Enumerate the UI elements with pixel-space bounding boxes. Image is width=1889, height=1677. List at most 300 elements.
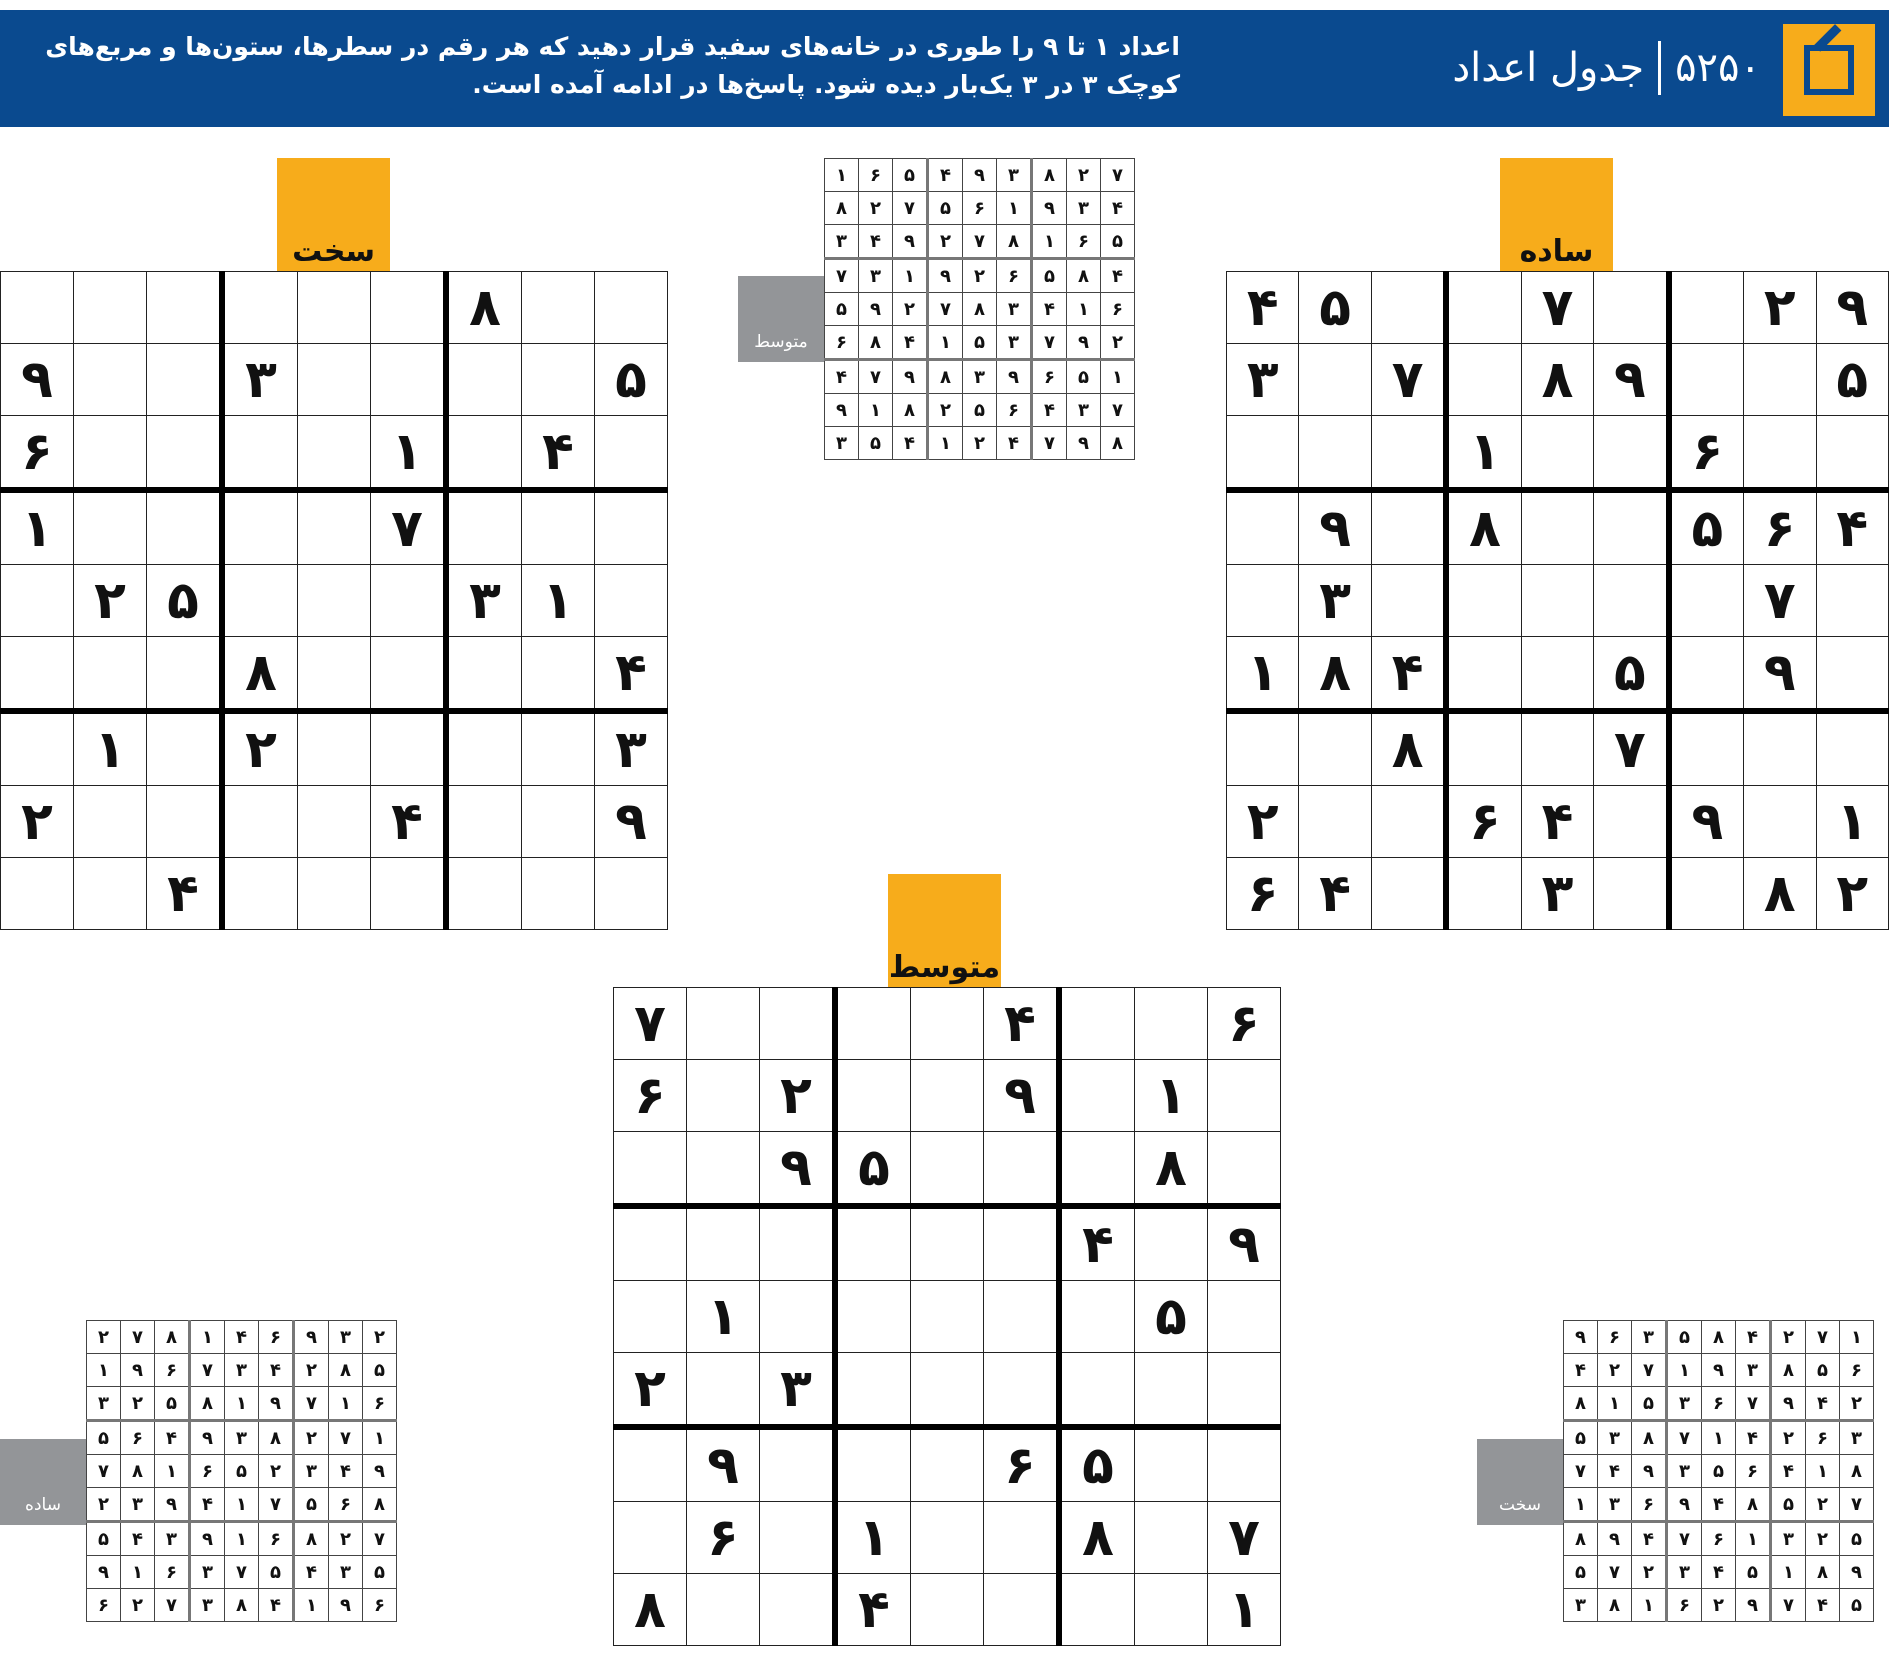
grid-cell[interactable] xyxy=(614,1206,687,1281)
grid-cell: ۱ xyxy=(1446,416,1521,491)
grid-row xyxy=(1227,344,1889,416)
grid-cell[interactable] xyxy=(614,1427,687,1502)
grid-cell[interactable] xyxy=(1059,1353,1135,1428)
grid-cell: ۸ xyxy=(928,360,963,394)
grid-cell: ۳ xyxy=(329,1556,363,1589)
grid-cell[interactable] xyxy=(1816,416,1889,491)
grid-cell[interactable] xyxy=(1059,988,1135,1060)
grid-cell: ۷ xyxy=(1667,1421,1702,1455)
grid-cell[interactable] xyxy=(1208,1281,1281,1353)
grid-cell: ۶ xyxy=(1208,988,1281,1060)
grid-cell: ۹ xyxy=(329,1589,363,1622)
grid-cell[interactable] xyxy=(835,1060,911,1132)
grid-cell[interactable] xyxy=(1669,272,1744,344)
grid-cell[interactable] xyxy=(614,1132,687,1207)
grid-cell[interactable] xyxy=(687,1206,760,1281)
grid-row xyxy=(614,1574,1281,1646)
grid-cell: ۵ xyxy=(1806,1354,1840,1387)
grid-cell[interactable] xyxy=(147,637,223,712)
grid-cell: ۹ xyxy=(1669,786,1744,858)
grid-cell[interactable] xyxy=(1299,344,1371,416)
medium-solution-grid xyxy=(824,158,1135,460)
grid-cell: ۸ xyxy=(1059,1502,1135,1574)
grid-cell[interactable] xyxy=(446,637,522,712)
grid-cell[interactable] xyxy=(911,1060,984,1132)
grid-cell[interactable] xyxy=(1744,344,1816,416)
grid-cell[interactable] xyxy=(1446,711,1521,786)
grid-row xyxy=(1,344,668,416)
grid-cell[interactable] xyxy=(522,858,595,930)
grid-cell: ۹ xyxy=(963,159,997,192)
grid-cell: ۱ xyxy=(225,1522,259,1556)
grid-cell[interactable] xyxy=(1299,786,1371,858)
grid-cell[interactable] xyxy=(1446,344,1521,416)
grid-cell[interactable] xyxy=(1594,416,1669,491)
grid-row xyxy=(1564,1556,1874,1589)
grid-cell: ۷ xyxy=(1101,159,1135,192)
grid-cell[interactable] xyxy=(984,1206,1060,1281)
grid-cell[interactable] xyxy=(147,416,223,491)
grid-cell[interactable] xyxy=(298,272,371,344)
grid-cell: ۴ xyxy=(984,988,1060,1060)
grid-cell: ۱ xyxy=(1806,1455,1840,1488)
grid-cell: ۴ xyxy=(1521,786,1593,858)
grid-cell[interactable] xyxy=(1135,1206,1208,1281)
grid-cell[interactable] xyxy=(298,416,371,491)
grid-cell[interactable] xyxy=(595,416,668,491)
medium-puzzle-grid xyxy=(613,987,1281,1646)
grid-cell: ۶ xyxy=(859,159,893,192)
grid-cell: ۳ xyxy=(1632,1321,1667,1354)
grid-cell: ۴ xyxy=(294,1556,329,1589)
grid-row xyxy=(1564,1522,1874,1556)
grid-cell[interactable] xyxy=(74,416,147,491)
grid-cell[interactable] xyxy=(371,858,447,930)
grid-cell[interactable] xyxy=(446,490,522,565)
grid-cell[interactable] xyxy=(1299,711,1371,786)
grid-cell[interactable] xyxy=(595,272,668,344)
grid-cell: ۳ xyxy=(997,159,1032,192)
grid-cell[interactable] xyxy=(984,1132,1060,1207)
grid-cell[interactable] xyxy=(522,490,595,565)
grid-cell[interactable] xyxy=(687,1574,760,1646)
grid-cell[interactable] xyxy=(222,786,298,858)
grid-row xyxy=(87,1455,397,1488)
grid-cell[interactable] xyxy=(1521,490,1593,565)
grid-cell: ۶ xyxy=(259,1522,294,1556)
grid-cell: ۲ xyxy=(222,711,298,786)
grid-cell[interactable] xyxy=(1227,565,1299,637)
grid-cell[interactable] xyxy=(911,1427,984,1502)
grid-cell: ۴ xyxy=(147,858,223,930)
grid-cell[interactable] xyxy=(446,858,522,930)
grid-cell[interactable] xyxy=(522,711,595,786)
grid-cell[interactable] xyxy=(835,1206,911,1281)
grid-cell[interactable] xyxy=(298,786,371,858)
grid-cell[interactable] xyxy=(147,711,223,786)
grid-cell[interactable] xyxy=(595,565,668,637)
grid-cell[interactable] xyxy=(74,786,147,858)
grid-cell[interactable] xyxy=(74,490,147,565)
grid-cell[interactable] xyxy=(760,1574,836,1646)
grid-cell: ۴ xyxy=(225,1321,259,1354)
grid-cell[interactable] xyxy=(222,565,298,637)
grid-cell[interactable] xyxy=(760,1206,836,1281)
grid-cell[interactable] xyxy=(1059,1060,1135,1132)
grid-cell[interactable] xyxy=(1816,711,1889,786)
grid-cell: ۴ xyxy=(371,786,447,858)
grid-cell[interactable] xyxy=(760,1502,836,1574)
grid-cell: ۹ xyxy=(760,1132,836,1207)
grid-cell[interactable] xyxy=(1227,711,1299,786)
grid-cell: ۳ xyxy=(1598,1488,1632,1522)
grid-cell: ۶ xyxy=(963,192,997,225)
grid-cell[interactable] xyxy=(614,1502,687,1574)
grid-cell: ۵ xyxy=(1840,1589,1874,1622)
grid-cell[interactable] xyxy=(1135,1427,1208,1502)
grid-cell: ۳ xyxy=(1067,394,1101,427)
grid-cell[interactable] xyxy=(1,565,74,637)
grid-cell: ۶ xyxy=(825,326,859,360)
grid-cell[interactable] xyxy=(1371,858,1446,930)
grid-cell: ۴ xyxy=(595,637,668,712)
grid-cell: ۹ xyxy=(1067,427,1101,460)
grid-cell[interactable] xyxy=(835,1281,911,1353)
grid-cell[interactable] xyxy=(522,786,595,858)
grid-cell[interactable] xyxy=(446,416,522,491)
grid-cell[interactable] xyxy=(911,1281,984,1353)
grid-cell: ۷ xyxy=(1594,711,1669,786)
grid-cell: ۱ xyxy=(687,1281,760,1353)
easy-puzzle-grid xyxy=(1226,271,1889,930)
grid-cell[interactable] xyxy=(298,490,371,565)
grid-cell[interactable] xyxy=(911,1353,984,1428)
grid-cell[interactable] xyxy=(1446,565,1521,637)
grid-cell[interactable] xyxy=(371,344,447,416)
grid-cell: ۷ xyxy=(614,988,687,1060)
grid-cell: ۶ xyxy=(155,1354,190,1387)
grid-cell[interactable] xyxy=(1371,565,1446,637)
grid-cell[interactable] xyxy=(298,711,371,786)
grid-cell: ۸ xyxy=(825,192,859,225)
grid-cell[interactable] xyxy=(1669,858,1744,930)
grid-cell: ۸ xyxy=(893,394,928,427)
grid-cell[interactable] xyxy=(147,786,223,858)
grid-cell[interactable] xyxy=(1135,1502,1208,1574)
grid-cell: ۱ xyxy=(1632,1589,1667,1622)
grid-cell: ۳ xyxy=(760,1353,836,1428)
grid-cell: ۲ xyxy=(1806,1488,1840,1522)
grid-cell[interactable] xyxy=(1371,490,1446,565)
title-block xyxy=(1452,38,1761,98)
grid-cell[interactable] xyxy=(760,1427,836,1502)
grid-cell[interactable] xyxy=(911,1206,984,1281)
grid-cell[interactable] xyxy=(1594,565,1669,637)
grid-cell[interactable] xyxy=(222,858,298,930)
grid-cell[interactable] xyxy=(1135,1353,1208,1428)
grid-cell[interactable] xyxy=(522,344,595,416)
grid-cell[interactable] xyxy=(1594,858,1669,930)
grid-row xyxy=(614,1281,1281,1353)
grid-cell[interactable] xyxy=(222,416,298,491)
grid-row xyxy=(825,360,1135,394)
grid-cell: ۹ xyxy=(1840,1556,1874,1589)
grid-cell[interactable] xyxy=(1208,1353,1281,1428)
grid-cell: ۸ xyxy=(1736,1488,1771,1522)
grid-cell[interactable] xyxy=(1446,272,1521,344)
grid-cell: ۷ xyxy=(259,1488,294,1522)
grid-cell: ۴ xyxy=(121,1522,155,1556)
grid-cell[interactable] xyxy=(1059,1281,1135,1353)
grid-cell: ۸ xyxy=(859,326,893,360)
grid-cell: ۵ xyxy=(1632,1387,1667,1421)
grid-cell[interactable] xyxy=(1446,637,1521,712)
grid-cell: ۴ xyxy=(1032,394,1067,427)
grid-cell: ۹ xyxy=(1771,1387,1806,1421)
grid-cell[interactable] xyxy=(687,1060,760,1132)
grid-cell[interactable] xyxy=(984,1502,1060,1574)
grid-cell: ۱ xyxy=(190,1321,225,1354)
grid-cell[interactable] xyxy=(687,1353,760,1428)
grid-cell: ۲ xyxy=(1702,1589,1736,1622)
grid-cell: ۲ xyxy=(1067,159,1101,192)
grid-cell[interactable] xyxy=(1135,988,1208,1060)
grid-cell: ۳ xyxy=(190,1556,225,1589)
grid-cell[interactable] xyxy=(222,490,298,565)
grid-cell[interactable] xyxy=(522,272,595,344)
page-title: جدول اعداد xyxy=(1452,45,1645,91)
grid-cell: ۶ xyxy=(1806,1421,1840,1455)
grid-cell[interactable] xyxy=(760,1281,836,1353)
grid-cell: ۶ xyxy=(1067,225,1101,259)
grid-cell[interactable] xyxy=(371,637,447,712)
grid-cell: ۱ xyxy=(155,1455,190,1488)
grid-row xyxy=(1,272,668,344)
grid-cell: ۳ xyxy=(997,293,1032,326)
grid-cell: ۷ xyxy=(1840,1488,1874,1522)
grid-cell: ۲ xyxy=(1840,1387,1874,1421)
grid-cell[interactable] xyxy=(298,565,371,637)
grid-cell: ۴ xyxy=(1702,1556,1736,1589)
grid-cell: ۹ xyxy=(87,1556,121,1589)
grid-cell: ۲ xyxy=(1227,786,1299,858)
grid-cell[interactable] xyxy=(74,637,147,712)
grid-cell: ۲ xyxy=(294,1421,329,1455)
grid-cell[interactable] xyxy=(911,1502,984,1574)
grid-cell[interactable] xyxy=(222,272,298,344)
grid-cell[interactable] xyxy=(1371,786,1446,858)
grid-cell: ۹ xyxy=(259,1387,294,1421)
grid-cell: ۸ xyxy=(446,272,522,344)
grid-row xyxy=(825,159,1135,192)
grid-cell[interactable] xyxy=(1744,786,1816,858)
grid-cell[interactable] xyxy=(1371,416,1446,491)
grid-cell[interactable] xyxy=(760,988,836,1060)
grid-cell[interactable] xyxy=(298,637,371,712)
grid-cell: ۹ xyxy=(1632,1455,1667,1488)
grid-cell[interactable] xyxy=(1446,858,1521,930)
grid-cell[interactable] xyxy=(1594,272,1669,344)
grid-cell[interactable] xyxy=(371,711,447,786)
grid-cell[interactable] xyxy=(446,344,522,416)
grid-cell[interactable] xyxy=(595,858,668,930)
grid-cell: ۱ xyxy=(363,1421,397,1455)
grid-cell[interactable] xyxy=(1669,565,1744,637)
easy-solution xyxy=(86,1320,397,1622)
grid-cell: ۶ xyxy=(1101,293,1135,326)
grid-cell: ۳ xyxy=(1667,1387,1702,1421)
grid-cell: ۱ xyxy=(371,416,447,491)
grid-cell: ۳ xyxy=(1736,1354,1771,1387)
grid-cell: ۹ xyxy=(1,344,74,416)
grid-cell[interactable] xyxy=(1594,786,1669,858)
grid-cell[interactable] xyxy=(1521,416,1593,491)
grid-cell: ۲ xyxy=(329,1522,363,1556)
grid-cell[interactable] xyxy=(595,490,668,565)
grid-cell: ۳ xyxy=(825,225,859,259)
grid-cell: ۷ xyxy=(190,1354,225,1387)
grid-cell[interactable] xyxy=(522,637,595,712)
grid-cell: ۹ xyxy=(1564,1321,1598,1354)
grid-cell[interactable] xyxy=(1521,711,1593,786)
grid-cell[interactable] xyxy=(1816,565,1889,637)
grid-cell[interactable] xyxy=(835,1427,911,1502)
grid-cell: ۱ xyxy=(522,565,595,637)
grid-cell: ۵ xyxy=(1101,225,1135,259)
grid-cell: ۵ xyxy=(1564,1556,1598,1589)
grid-cell: ۴ xyxy=(1299,858,1371,930)
grid-cell[interactable] xyxy=(74,858,147,930)
grid-cell: ۱ xyxy=(928,427,963,460)
grid-cell: ۲ xyxy=(614,1353,687,1428)
grid-cell: ۲ xyxy=(893,293,928,326)
grid-cell[interactable] xyxy=(1059,1132,1135,1207)
grid-cell[interactable] xyxy=(1299,416,1371,491)
grid-cell[interactable] xyxy=(911,988,984,1060)
grid-cell[interactable] xyxy=(446,711,522,786)
grid-cell: ۷ xyxy=(1032,326,1067,360)
grid-cell[interactable] xyxy=(1521,637,1593,712)
grid-cell[interactable] xyxy=(1227,490,1299,565)
grid-cell: ۱ xyxy=(225,1488,259,1522)
grid-cell[interactable] xyxy=(835,988,911,1060)
grid-cell[interactable] xyxy=(1669,344,1744,416)
grid-cell[interactable] xyxy=(1,272,74,344)
grid-cell[interactable] xyxy=(687,1132,760,1207)
grid-cell: ۴ xyxy=(1101,192,1135,225)
grid-row xyxy=(614,1206,1281,1281)
grid-cell: ۸ xyxy=(1067,259,1101,293)
grid-cell: ۱ xyxy=(1101,360,1135,394)
grid-cell[interactable] xyxy=(614,1281,687,1353)
grid-cell: ۵ xyxy=(1816,344,1889,416)
grid-cell[interactable] xyxy=(371,272,447,344)
grid-cell[interactable] xyxy=(1816,637,1889,712)
easy-solution-label: ساده xyxy=(25,1495,61,1515)
grid-cell[interactable] xyxy=(298,858,371,930)
grid-cell: ۳ xyxy=(190,1589,225,1622)
grid-cell: ۳ xyxy=(294,1455,329,1488)
grid-cell: ۲ xyxy=(928,225,963,259)
grid-cell: ۵ xyxy=(1564,1421,1598,1455)
grid-cell[interactable] xyxy=(147,490,223,565)
grid-cell: ۹ xyxy=(1702,1354,1736,1387)
grid-cell: ۱ xyxy=(928,326,963,360)
grid-cell: ۱ xyxy=(74,711,147,786)
grid-cell[interactable] xyxy=(1,711,74,786)
grid-cell: ۷ xyxy=(155,1589,190,1622)
grid-cell[interactable] xyxy=(1521,565,1593,637)
grid-cell: ۵ xyxy=(859,427,893,460)
grid-cell[interactable] xyxy=(1208,1427,1281,1502)
grid-cell: ۷ xyxy=(329,1421,363,1455)
grid-cell[interactable] xyxy=(1744,416,1816,491)
grid-cell: ۵ xyxy=(1299,272,1371,344)
grid-row xyxy=(1227,416,1889,491)
grid-cell[interactable] xyxy=(1744,711,1816,786)
grid-cell: ۲ xyxy=(1771,1321,1806,1354)
grid-cell: ۲ xyxy=(87,1488,121,1522)
grid-cell: ۴ xyxy=(1101,259,1135,293)
grid-cell[interactable] xyxy=(74,344,147,416)
grid-cell: ۸ xyxy=(1702,1321,1736,1354)
grid-row xyxy=(87,1354,397,1387)
grid-cell[interactable] xyxy=(1208,1132,1281,1207)
grid-row xyxy=(1227,272,1889,344)
grid-cell: ۸ xyxy=(1598,1589,1632,1622)
grid-cell: ۲ xyxy=(121,1589,155,1622)
grid-cell: ۱ xyxy=(1,490,74,565)
grid-cell[interactable] xyxy=(1208,1060,1281,1132)
grid-cell[interactable] xyxy=(1059,1574,1135,1646)
grid-cell[interactable] xyxy=(687,988,760,1060)
grid-row xyxy=(1227,637,1889,712)
grid-row xyxy=(1227,858,1889,930)
grid-cell[interactable] xyxy=(911,1132,984,1207)
grid-cell: ۸ xyxy=(614,1574,687,1646)
grid-cell[interactable] xyxy=(1135,1574,1208,1646)
easy-solution-tag xyxy=(0,1439,86,1525)
grid-cell: ۴ xyxy=(1806,1387,1840,1421)
grid-cell[interactable] xyxy=(298,344,371,416)
grid-cell[interactable] xyxy=(1594,490,1669,565)
grid-cell[interactable] xyxy=(984,1574,1060,1646)
grid-cell[interactable] xyxy=(1,858,74,930)
grid-cell: ۷ xyxy=(1806,1321,1840,1354)
grid-cell: ۴ xyxy=(1702,1488,1736,1522)
grid-cell: ۹ xyxy=(1667,1488,1702,1522)
grid-cell[interactable] xyxy=(1,637,74,712)
grid-cell[interactable] xyxy=(984,1353,1060,1428)
grid-cell[interactable] xyxy=(446,786,522,858)
grid-cell[interactable] xyxy=(371,565,447,637)
grid-cell[interactable] xyxy=(911,1574,984,1646)
grid-cell[interactable] xyxy=(1669,637,1744,712)
grid-cell[interactable] xyxy=(1227,416,1299,491)
grid-cell: ۵ xyxy=(893,159,928,192)
grid-cell: ۵ xyxy=(1594,637,1669,712)
grid-cell[interactable] xyxy=(1669,711,1744,786)
grid-cell: ۶ xyxy=(1669,416,1744,491)
grid-cell: ۱ xyxy=(835,1502,911,1574)
grid-cell[interactable] xyxy=(147,344,223,416)
grid-cell[interactable] xyxy=(147,272,223,344)
grid-cell: ۱ xyxy=(87,1354,121,1387)
grid-cell[interactable] xyxy=(1371,272,1446,344)
grid-cell[interactable] xyxy=(835,1353,911,1428)
grid-cell[interactable] xyxy=(74,272,147,344)
grid-cell[interactable] xyxy=(984,1281,1060,1353)
